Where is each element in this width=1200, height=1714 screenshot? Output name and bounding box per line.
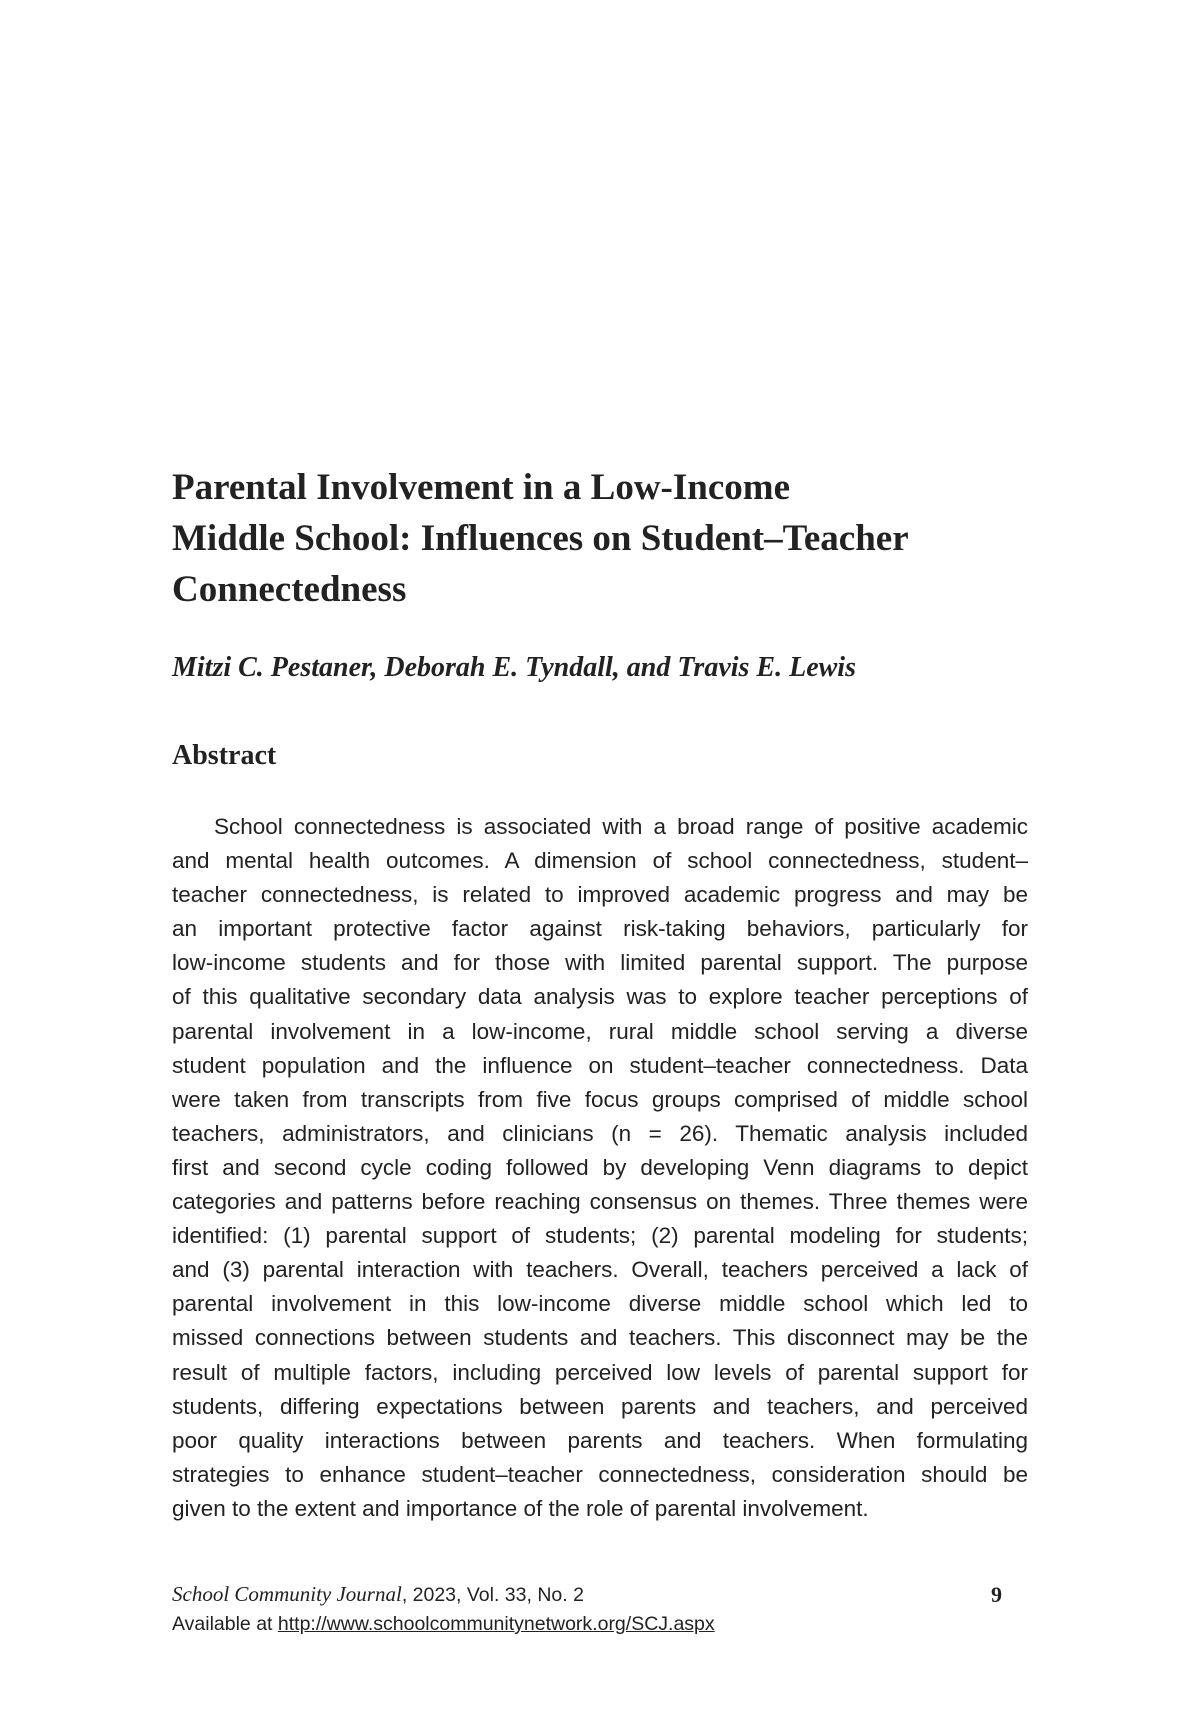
page-footer (172, 1580, 1032, 1639)
abstract-line: and (3) parental interaction with teachers. Overall, teachers perceived a lack of (172, 1257, 1028, 1283)
article-title-line: Parental Involvement in a Low-Income (172, 467, 790, 508)
abstract-line: teachers, administrators, and clinicians (n = 26). Thematic analysis included (172, 1120, 1028, 1146)
abstract-line: students, differing expectations between parents and teachers, and perceived (172, 1393, 1028, 1419)
journal-name: School Community Journal (172, 1582, 402, 1606)
abstract-line: parental involvement in a low-income, rural middle school serving a diverse (172, 1018, 1028, 1044)
availability-line (172, 1610, 1032, 1639)
abstract-line: student population and the influence on student–teacher connectedness. Data (172, 1052, 1028, 1078)
citation-line (172, 1580, 1032, 1610)
abstract-line: of this qualitative secondary data analysis was to explore teacher perceptions of (172, 984, 1028, 1010)
abstract-line: and mental health outcomes. A dimension of school connectedness, student– (172, 848, 1028, 874)
journal-url-link[interactable]: http://www.schoolcommunitynetwork.org/SCJ.aspx (277, 1613, 715, 1635)
abstract-line: first and second cycle coding followed by developing Venn diagrams to depict (172, 1154, 1028, 1180)
abstract-line: parental involvement in this low-income diverse middle school which led to (172, 1291, 1028, 1317)
abstract-line: low-income students and for those with limited parental support. The purpose (172, 950, 1028, 976)
article-title-line: Connectedness (172, 569, 407, 610)
abstract-line: identified: (1) parental support of students; (2) parental modeling for students; (172, 1223, 1028, 1249)
abstract-line: poor quality interactions between parents and teachers. When formulating (172, 1427, 1028, 1453)
abstract-heading: Abstract (172, 740, 277, 771)
article-authors: Mitzi C. Pestaner, Deborah E. Tyndall, and Travis E. Lewis (172, 652, 856, 683)
abstract-line: given to the extent and importance of the role of parental involvement. (172, 1495, 869, 1521)
abstract-line: teacher connectedness, is related to improved academic progress and may be (172, 882, 1028, 908)
abstract-line: an important protective factor against risk-taking behaviors, particularly for (172, 916, 1028, 942)
article-title (172, 462, 1032, 615)
abstract-line: missed connections between students and teachers. This disconnect may be the (172, 1325, 1028, 1351)
abstract-line: were taken from transcripts from five focus groups comprised of middle school (172, 1086, 1028, 1112)
availability-prefix: Available at (172, 1613, 278, 1635)
abstract-line: result of multiple factors, including perceived low levels of parental support for (172, 1359, 1028, 1385)
article-title-line: Middle School: Influences on Student–Teacher (172, 518, 909, 559)
abstract-body (172, 810, 1028, 1526)
page-number: 9 (991, 1582, 1002, 1607)
abstract-line: strategies to enhance student–teacher connectedness, consideration should be (172, 1461, 1028, 1487)
abstract-line: categories and patterns before reaching consensus on themes. Three themes were (172, 1189, 1028, 1215)
journal-details: , 2023, Vol. 33, No. 2 (401, 1584, 584, 1606)
abstract-line: School connectedness is associated with a broad range of positive academic (214, 814, 1028, 839)
